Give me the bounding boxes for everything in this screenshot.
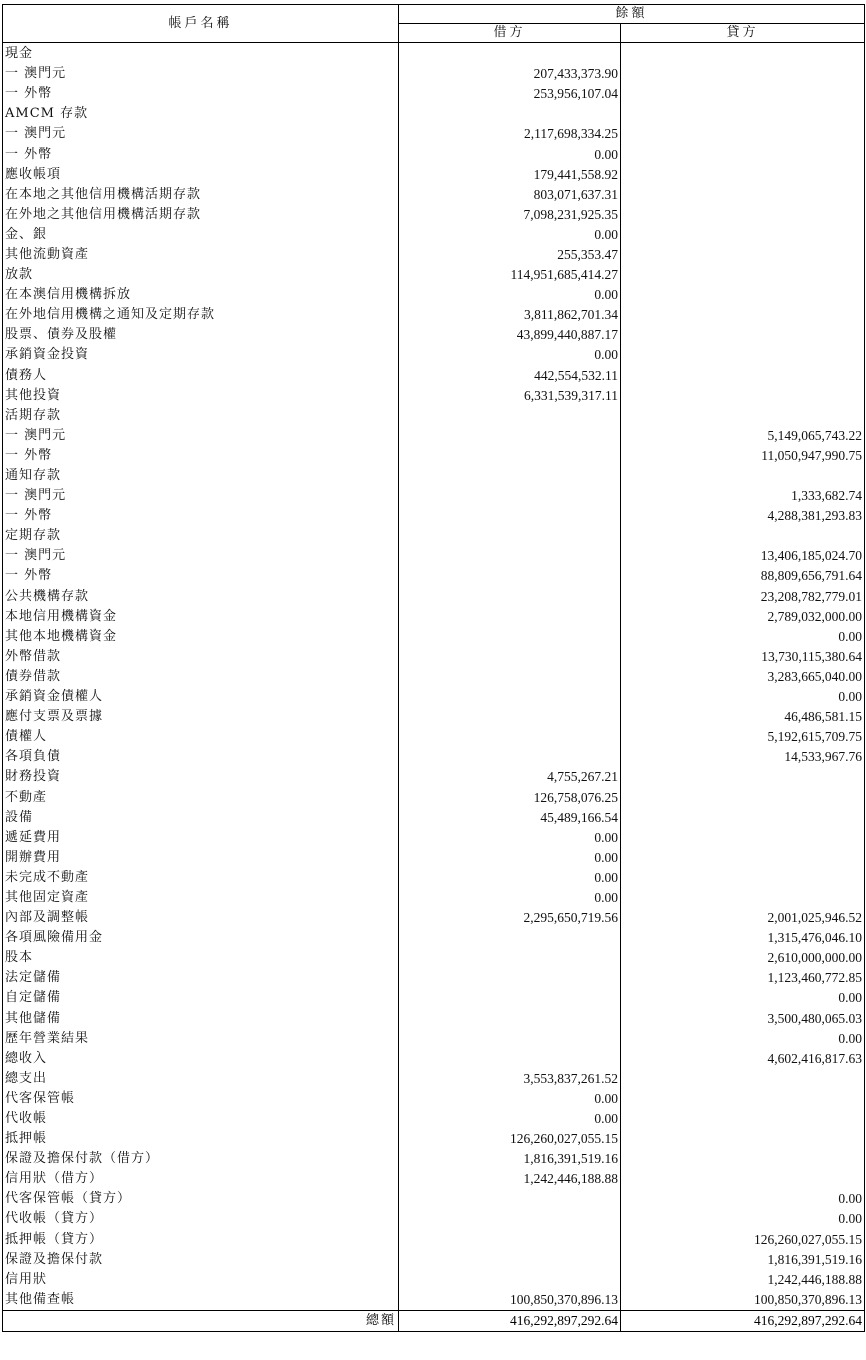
debit-cell: 179,441,558.92	[399, 165, 621, 185]
debit-cell: 126,758,076.25	[399, 787, 621, 807]
debit-cell	[399, 687, 621, 707]
account-name-cell: 自定儲備	[3, 988, 399, 1008]
table-row	[3, 928, 865, 948]
credit-cell: 0.00	[621, 988, 865, 1008]
credit-cell: 1,242,446,188.88	[621, 1270, 865, 1290]
credit-cell	[621, 124, 865, 144]
table-row	[3, 968, 865, 988]
debit-cell	[399, 506, 621, 526]
credit-cell	[621, 205, 865, 225]
total-row	[3, 1310, 865, 1331]
debit-cell: 0.00	[399, 1109, 621, 1129]
table-row	[3, 466, 865, 486]
account-name-cell: 一 澳門元	[3, 64, 399, 84]
account-name-cell: 在本澳信用機構拆放	[3, 285, 399, 305]
table-row	[3, 245, 865, 265]
debit-cell	[399, 968, 621, 988]
debit-cell: 3,553,837,261.52	[399, 1069, 621, 1089]
credit-cell: 0.00	[621, 1189, 865, 1209]
credit-cell: 1,123,460,772.85	[621, 968, 865, 988]
table-row	[3, 366, 865, 386]
debit-cell: 442,554,532.11	[399, 366, 621, 386]
account-name-cell: 現金	[3, 43, 399, 65]
account-name-cell: 抵押帳（貸方）	[3, 1230, 399, 1250]
account-name-cell: 財務投資	[3, 767, 399, 787]
table-row	[3, 687, 865, 707]
table-row	[3, 1189, 865, 1209]
account-name-cell: 總收入	[3, 1049, 399, 1069]
credit-cell: 23,208,782,779.01	[621, 587, 865, 607]
table-row	[3, 1089, 865, 1109]
credit-cell: 11,050,947,990.75	[621, 446, 865, 466]
credit-cell: 13,406,185,024.70	[621, 546, 865, 566]
account-name-cell: 未完成不動產	[3, 868, 399, 888]
credit-cell: 0.00	[621, 1029, 865, 1049]
debit-cell	[399, 627, 621, 647]
debit-cell: 100,850,370,896.13	[399, 1290, 621, 1311]
credit-cell	[621, 888, 865, 908]
account-name-cell: 其他固定資產	[3, 888, 399, 908]
table-row	[3, 1149, 865, 1169]
debit-cell	[399, 546, 621, 566]
account-name-cell: AMCM 存款	[3, 104, 399, 124]
debit-cell: 803,071,637.31	[399, 185, 621, 205]
credit-cell	[621, 165, 865, 185]
debit-header: 借方	[399, 24, 621, 43]
credit-cell	[621, 808, 865, 828]
credit-cell	[621, 104, 865, 124]
credit-cell: 126,260,027,055.15	[621, 1230, 865, 1250]
table-row	[3, 868, 865, 888]
account-name-cell: 信用狀（借方）	[3, 1169, 399, 1189]
credit-cell	[621, 466, 865, 486]
debit-cell: 0.00	[399, 345, 621, 365]
debit-cell	[399, 1049, 621, 1069]
table-row	[3, 747, 865, 767]
account-name-cell: 承銷資金債權人	[3, 687, 399, 707]
debit-cell: 1,242,446,188.88	[399, 1169, 621, 1189]
table-row	[3, 205, 865, 225]
credit-cell: 5,192,615,709.75	[621, 727, 865, 747]
table-row	[3, 908, 865, 928]
account-name-cell: 設備	[3, 808, 399, 828]
account-name-cell: 代客保管帳（貸方）	[3, 1189, 399, 1209]
table-row	[3, 305, 865, 325]
debit-cell: 43,899,440,887.17	[399, 325, 621, 345]
debit-cell: 2,117,698,334.25	[399, 124, 621, 144]
table-row	[3, 607, 865, 627]
account-name-cell: 定期存款	[3, 526, 399, 546]
table-row	[3, 888, 865, 908]
debit-cell	[399, 43, 621, 65]
debit-cell	[399, 948, 621, 968]
total-debit: 416,292,897,292.64	[399, 1310, 621, 1331]
table-row	[3, 647, 865, 667]
credit-cell	[621, 787, 865, 807]
debit-cell	[399, 587, 621, 607]
table-row	[3, 787, 865, 807]
debit-cell: 45,489,166.54	[399, 808, 621, 828]
table-row	[3, 64, 865, 84]
table-row	[3, 225, 865, 245]
account-name-cell: 債券借款	[3, 667, 399, 687]
table-row	[3, 43, 865, 65]
account-name-cell: 保證及擔保付款（借方）	[3, 1149, 399, 1169]
account-name-cell: 信用狀	[3, 1270, 399, 1290]
account-name-cell: 一 外幣	[3, 446, 399, 466]
debit-cell	[399, 406, 621, 426]
credit-cell	[621, 767, 865, 787]
account-name-cell: 放款	[3, 265, 399, 285]
credit-cell	[621, 225, 865, 245]
credit-cell: 88,809,656,791.64	[621, 566, 865, 586]
balance-header: 餘額	[399, 5, 865, 24]
debit-cell	[399, 1230, 621, 1250]
debit-cell: 2,295,650,719.56	[399, 908, 621, 928]
account-name-cell: 股本	[3, 948, 399, 968]
account-name-cell: 金、銀	[3, 225, 399, 245]
account-name-cell: 在外地信用機構之通知及定期存款	[3, 305, 399, 325]
debit-cell: 253,956,107.04	[399, 84, 621, 104]
debit-cell	[399, 667, 621, 687]
credit-cell	[621, 265, 865, 285]
table-row	[3, 506, 865, 526]
account-name-cell: 內部及調整帳	[3, 908, 399, 928]
account-name-header: 帳戶名稱	[3, 5, 399, 43]
account-name-cell: 一 澳門元	[3, 124, 399, 144]
debit-cell: 0.00	[399, 144, 621, 164]
account-name-cell: 其他投資	[3, 386, 399, 406]
account-name-cell: 法定儲備	[3, 968, 399, 988]
table-row	[3, 1049, 865, 1069]
table-row	[3, 386, 865, 406]
credit-cell	[621, 1089, 865, 1109]
total-credit: 416,292,897,292.64	[621, 1310, 865, 1331]
account-name-cell: 代收帳（貸方）	[3, 1209, 399, 1229]
credit-cell	[621, 406, 865, 426]
credit-cell: 46,486,581.15	[621, 707, 865, 727]
table-row	[3, 988, 865, 1008]
credit-cell: 3,500,480,065.03	[621, 1009, 865, 1029]
table-row	[3, 1129, 865, 1149]
credit-cell	[621, 366, 865, 386]
table-row	[3, 345, 865, 365]
table-row	[3, 1069, 865, 1089]
account-name-cell: 一 外幣	[3, 84, 399, 104]
account-name-cell: 代收帳	[3, 1109, 399, 1129]
debit-cell: 255,353.47	[399, 245, 621, 265]
account-name-cell: 代客保管帳	[3, 1089, 399, 1109]
debit-cell: 7,098,231,925.35	[399, 205, 621, 225]
debit-cell	[399, 1029, 621, 1049]
debit-cell: 0.00	[399, 828, 621, 848]
table-footer	[3, 1310, 865, 1331]
table-row	[3, 1009, 865, 1029]
credit-cell	[621, 1129, 865, 1149]
credit-cell: 1,333,682.74	[621, 486, 865, 506]
credit-cell: 0.00	[621, 627, 865, 647]
table-row	[3, 727, 865, 747]
debit-cell	[399, 747, 621, 767]
account-name-cell: 歷年營業結果	[3, 1029, 399, 1049]
table-row	[3, 185, 865, 205]
credit-cell	[621, 325, 865, 345]
account-name-cell: 不動產	[3, 787, 399, 807]
table-row	[3, 1169, 865, 1189]
account-name-cell: 承銷資金投資	[3, 345, 399, 365]
credit-cell	[621, 245, 865, 265]
credit-cell: 14,533,967.76	[621, 747, 865, 767]
debit-cell	[399, 1009, 621, 1029]
credit-cell	[621, 828, 865, 848]
debit-cell	[399, 1189, 621, 1209]
credit-cell	[621, 1069, 865, 1089]
table-row	[3, 627, 865, 647]
table-row	[3, 1250, 865, 1270]
debit-cell	[399, 446, 621, 466]
table-row	[3, 426, 865, 446]
table-row	[3, 165, 865, 185]
debit-cell	[399, 1209, 621, 1229]
debit-cell	[399, 647, 621, 667]
account-name-cell: 其他備查帳	[3, 1290, 399, 1311]
table-row	[3, 104, 865, 124]
credit-cell	[621, 305, 865, 325]
credit-cell: 2,789,032,000.00	[621, 607, 865, 627]
debit-cell	[399, 566, 621, 586]
table-row	[3, 265, 865, 285]
account-name-cell: 債務人	[3, 366, 399, 386]
debit-cell	[399, 988, 621, 1008]
table-row	[3, 406, 865, 426]
credit-cell	[621, 185, 865, 205]
account-name-cell: 其他本地機構資金	[3, 627, 399, 647]
credit-cell: 2,610,000,000.00	[621, 948, 865, 968]
debit-cell	[399, 426, 621, 446]
table-row	[3, 848, 865, 868]
account-name-cell: 通知存款	[3, 466, 399, 486]
table-row	[3, 1109, 865, 1129]
account-name-cell: 債權人	[3, 727, 399, 747]
credit-cell	[621, 64, 865, 84]
table-row	[3, 124, 865, 144]
debit-cell: 114,951,685,414.27	[399, 265, 621, 285]
credit-cell	[621, 144, 865, 164]
table-row	[3, 707, 865, 727]
account-name-cell: 股票、債券及股權	[3, 325, 399, 345]
account-name-cell: 其他儲備	[3, 1009, 399, 1029]
debit-cell	[399, 607, 621, 627]
table-row	[3, 546, 865, 566]
debit-cell	[399, 104, 621, 124]
account-name-cell: 一 外幣	[3, 566, 399, 586]
credit-cell	[621, 526, 865, 546]
account-name-cell: 總支出	[3, 1069, 399, 1089]
account-name-cell: 公共機構存款	[3, 587, 399, 607]
debit-cell: 6,331,539,317.11	[399, 386, 621, 406]
debit-cell	[399, 466, 621, 486]
credit-cell	[621, 386, 865, 406]
account-name-cell: 開辦費用	[3, 848, 399, 868]
table-row	[3, 948, 865, 968]
debit-cell	[399, 1250, 621, 1270]
debit-cell	[399, 928, 621, 948]
table-row	[3, 1209, 865, 1229]
credit-cell	[621, 285, 865, 305]
table-row	[3, 285, 865, 305]
debit-cell: 0.00	[399, 848, 621, 868]
account-name-cell: 各項負債	[3, 747, 399, 767]
credit-cell: 4,602,416,817.63	[621, 1049, 865, 1069]
account-name-cell: 在本地之其他信用機構活期存款	[3, 185, 399, 205]
debit-cell: 207,433,373.90	[399, 64, 621, 84]
credit-cell: 0.00	[621, 1209, 865, 1229]
debit-cell: 126,260,027,055.15	[399, 1129, 621, 1149]
table-row	[3, 767, 865, 787]
credit-cell: 5,149,065,743.22	[621, 426, 865, 446]
debit-cell	[399, 727, 621, 747]
debit-cell	[399, 1270, 621, 1290]
account-name-cell: 在外地之其他信用機構活期存款	[3, 205, 399, 225]
table-row	[3, 1230, 865, 1250]
credit-cell: 3,283,665,040.00	[621, 667, 865, 687]
table-row	[3, 808, 865, 828]
account-name-cell: 各項風險備用金	[3, 928, 399, 948]
table-row	[3, 1029, 865, 1049]
debit-cell: 4,755,267.21	[399, 767, 621, 787]
credit-cell	[621, 848, 865, 868]
account-name-cell: 應付支票及票據	[3, 707, 399, 727]
credit-cell	[621, 868, 865, 888]
credit-cell: 100,850,370,896.13	[621, 1290, 865, 1311]
account-name-cell: 應收帳項	[3, 165, 399, 185]
credit-cell	[621, 1109, 865, 1129]
table-row	[3, 446, 865, 466]
credit-cell: 2,001,025,946.52	[621, 908, 865, 928]
debit-cell	[399, 526, 621, 546]
table-row	[3, 486, 865, 506]
debit-cell: 0.00	[399, 868, 621, 888]
credit-cell	[621, 84, 865, 104]
account-name-cell: 遞延費用	[3, 828, 399, 848]
table-row	[3, 587, 865, 607]
account-name-cell: 本地信用機構資金	[3, 607, 399, 627]
account-name-cell: 外幣借款	[3, 647, 399, 667]
debit-cell: 0.00	[399, 225, 621, 245]
debit-cell	[399, 707, 621, 727]
account-name-cell: 一 外幣	[3, 506, 399, 526]
account-rows	[3, 43, 865, 1311]
credit-cell	[621, 43, 865, 65]
table-row	[3, 566, 865, 586]
table-row	[3, 526, 865, 546]
account-name-cell: 一 澳門元	[3, 486, 399, 506]
credit-cell: 1,816,391,519.16	[621, 1250, 865, 1270]
account-name-cell: 保證及擔保付款	[3, 1250, 399, 1270]
credit-cell	[621, 1149, 865, 1169]
table-row	[3, 1270, 865, 1290]
account-name-cell: 抵押帳	[3, 1129, 399, 1149]
credit-header: 貸方	[621, 24, 865, 43]
debit-cell: 1,816,391,519.16	[399, 1149, 621, 1169]
debit-cell: 3,811,862,701.34	[399, 305, 621, 325]
credit-cell: 0.00	[621, 687, 865, 707]
debit-cell: 0.00	[399, 285, 621, 305]
credit-cell	[621, 1169, 865, 1189]
credit-cell: 1,315,476,046.10	[621, 928, 865, 948]
table-row	[3, 828, 865, 848]
debit-cell: 0.00	[399, 888, 621, 908]
account-name-cell: 一 澳門元	[3, 546, 399, 566]
credit-cell: 4,288,381,293.83	[621, 506, 865, 526]
credit-cell	[621, 345, 865, 365]
account-name-cell: 其他流動資產	[3, 245, 399, 265]
table-row	[3, 84, 865, 104]
debit-cell	[399, 486, 621, 506]
table-header	[3, 5, 865, 43]
account-name-cell: 一 外幣	[3, 144, 399, 164]
credit-cell: 13,730,115,380.64	[621, 647, 865, 667]
account-name-cell: 活期存款	[3, 406, 399, 426]
total-label: 總額	[3, 1310, 399, 1331]
table-row	[3, 1290, 865, 1311]
trial-balance-sheet	[2, 4, 864, 1332]
table-row	[3, 667, 865, 687]
account-name-cell: 一 澳門元	[3, 426, 399, 446]
trial-balance-table	[2, 4, 865, 1332]
table-row	[3, 144, 865, 164]
debit-cell: 0.00	[399, 1089, 621, 1109]
table-row	[3, 325, 865, 345]
